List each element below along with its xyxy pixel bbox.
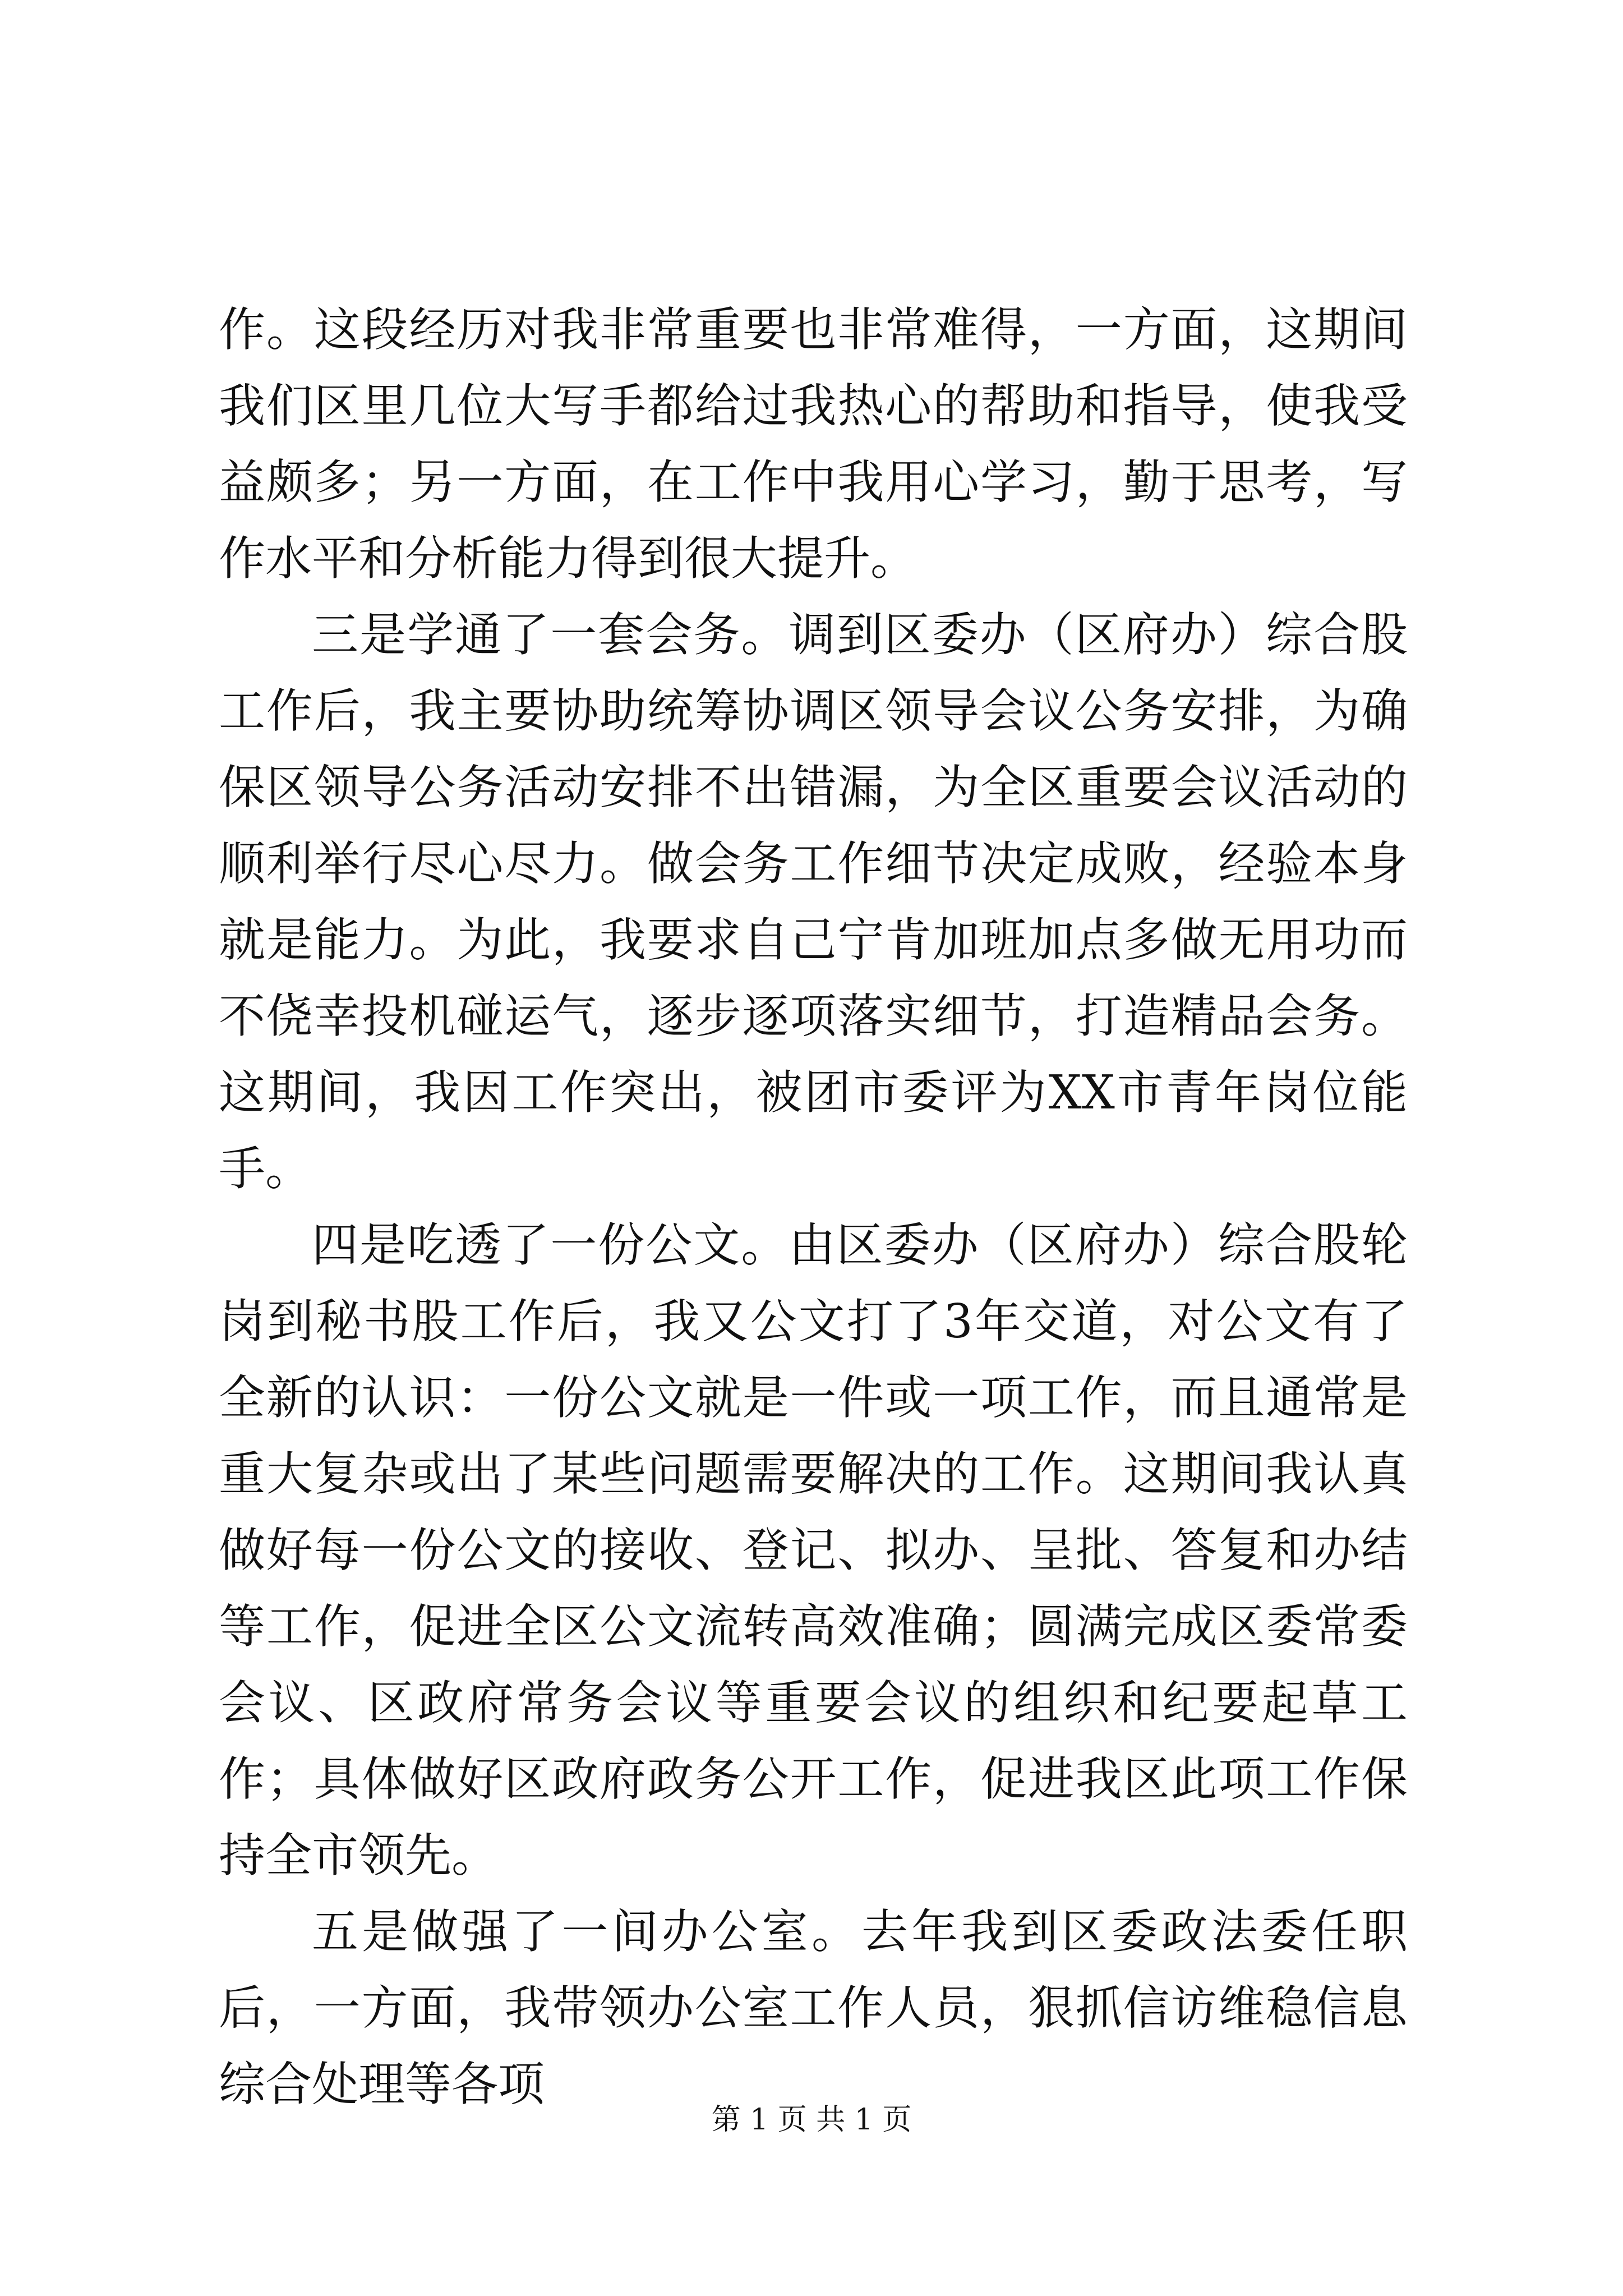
page-number-footer: 第 1 页 共 1 页 (711, 2103, 912, 2137)
paragraph-4: 五是做强了一间办公室。去年我到区委政法委任职后，一方面，我带领办公室工作人员，狠抓信访维稳信息综合处理等各项 (219, 1904, 1408, 2111)
paragraph-2: 三是学通了一套会务。调到区委办（区府办）综合股工作后，我主要协助统筹协调区领导会议公务安排，为确保区领导公务活动安排不出错漏，为全区重要会议活动的顺利举行尽心尽力。做会务工作细节决定成败，经验本身就是能力。为此，我要求自己宁肯加班加点多做无用功而不侥幸投机碰运气，逐步逐项落实细节，打造精品会务。这期间，我因工作突出，被团市委评为XX市青年岗位能手。 (219, 608, 1408, 1196)
paragraph-3: 四是吃透了一份公文。由区委办（区府办）综合股轮岗到秘书股工作后，我又公文打了3年交道，对公文有了全新的认识：一份公文就是一件或一项工作，而且通常是重大复杂或出了某些问题需要解决的工作。这期间我认真做好每一份公文的接收、登记、拟办、呈批、答复和办结等工作，促进全区公文流转高效准确；圆满完成区委常委会议、区政府常务会议等重要会议的组织和纪要起草工作；具体做好区政府政务公开工作，促进我区此项工作保持全市领先。 (219, 1218, 1408, 1883)
document-body (219, 292, 1408, 2123)
paragraph-1: 作。这段经历对我非常重要也非常难得，一方面，这期间我们区里几位大写手都给过我热心的帮助和指导，使我受益颇多；另一方面，在工作中我用心学习，勤于思考，写作水平和分析能力得到很大提升。 (219, 302, 1408, 586)
